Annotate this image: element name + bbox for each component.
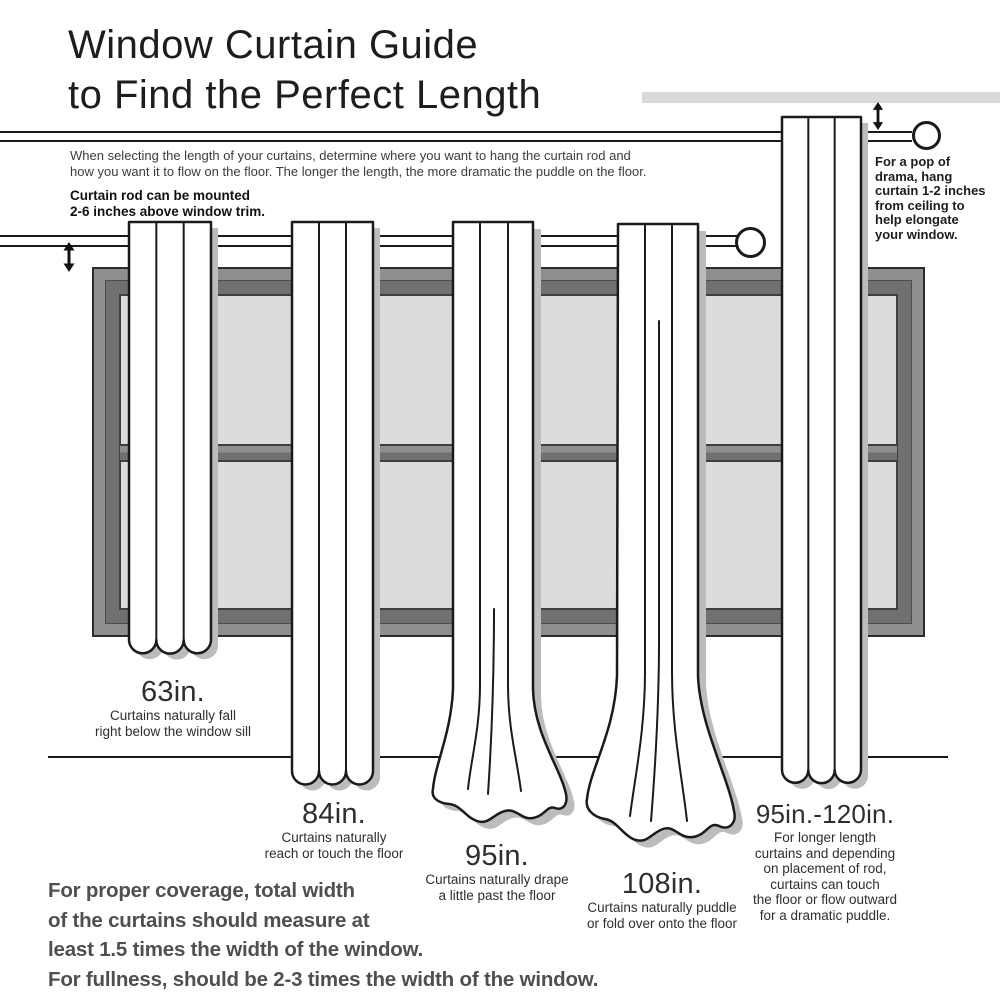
ceiling-note-line: drama, hang xyxy=(875,168,953,184)
desc-63in-line: Curtains naturally fall xyxy=(109,708,237,723)
rod-mount-note-line1: Curtain rod can be mounted xyxy=(70,188,251,203)
desc-95-120in-line: For longer length xyxy=(773,830,877,845)
desc-95-120in-line: curtains can touch xyxy=(770,876,880,892)
curtain-63in xyxy=(125,220,223,668)
ceiling-note-line: help elongate xyxy=(875,212,959,227)
page-title xyxy=(68,20,541,120)
ceiling-bar xyxy=(642,92,1000,103)
coverage-note xyxy=(48,876,598,994)
curtain-95in xyxy=(425,219,580,837)
intro-line1: When selecting the length of your curtains, determine where you want to hang the curtain rod and xyxy=(70,148,631,163)
intro-line2: how you want it to flow on the floor. The longer the length, the more dramatic the puddle on the floor. xyxy=(70,163,647,179)
length-84in: 84in. xyxy=(302,798,366,830)
double-arrow-rod-gap-icon xyxy=(61,242,77,272)
ceiling-note-line: from ceiling to xyxy=(875,197,965,213)
coverage-note-line: For proper coverage, total width xyxy=(48,879,355,902)
label-95-120in xyxy=(715,798,935,923)
desc-95-120in-line: the floor or flow outward xyxy=(752,892,898,907)
desc-84in-line: reach or touch the floor xyxy=(264,845,404,861)
desc-95-120in-line: for a dramatic puddle. xyxy=(759,907,891,923)
coverage-note-line: For fullness, should be 2-3 times the width of the window. xyxy=(48,967,599,991)
ceiling-note-line: For a pop of xyxy=(875,154,951,169)
coverage-note-line: of the curtains should measure at xyxy=(48,908,370,932)
desc-108in-line: or fold over onto the floor xyxy=(586,915,738,931)
ceiling-note-line: your window. xyxy=(875,226,958,242)
length-95in: 95in. xyxy=(465,840,529,872)
desc-63in-line: right below the window sill xyxy=(94,723,252,739)
length-63in: 63in. xyxy=(141,676,205,708)
page-title-line2: to Find the Perfect Length xyxy=(68,73,542,117)
desc-108in-line: Curtains naturally puddle xyxy=(587,900,737,915)
label-63in xyxy=(58,676,288,739)
ceiling-note xyxy=(875,155,986,242)
desc-95in-line: a little past the floor xyxy=(438,887,556,903)
desc-95-120in-line: curtains and depending xyxy=(754,845,896,861)
rod-finial-upper xyxy=(912,121,941,150)
curtain-95-120in xyxy=(778,115,875,795)
ceiling-note-line: curtain 1-2 inches xyxy=(875,183,986,198)
length-108in: 108in. xyxy=(621,868,703,900)
curtain-84in xyxy=(288,220,387,800)
rod-mount-note xyxy=(70,188,265,220)
curtain-rod-upper xyxy=(0,131,912,142)
desc-84in-line: Curtains naturally xyxy=(281,830,387,845)
desc-95in-line: Curtains naturally drape xyxy=(425,872,569,887)
intro-text xyxy=(70,148,646,179)
desc-95-120in-line: on placement of rod, xyxy=(763,861,887,876)
curtain-108in xyxy=(575,221,753,861)
rod-mount-note-line2: 2-6 inches above window trim. xyxy=(70,204,266,219)
page-title-line1: Window Curtain Guide xyxy=(68,23,479,67)
length-95-120in: 95in.-120in. xyxy=(755,799,895,829)
coverage-note-line: least 1.5 times the width of the window. xyxy=(48,938,424,961)
